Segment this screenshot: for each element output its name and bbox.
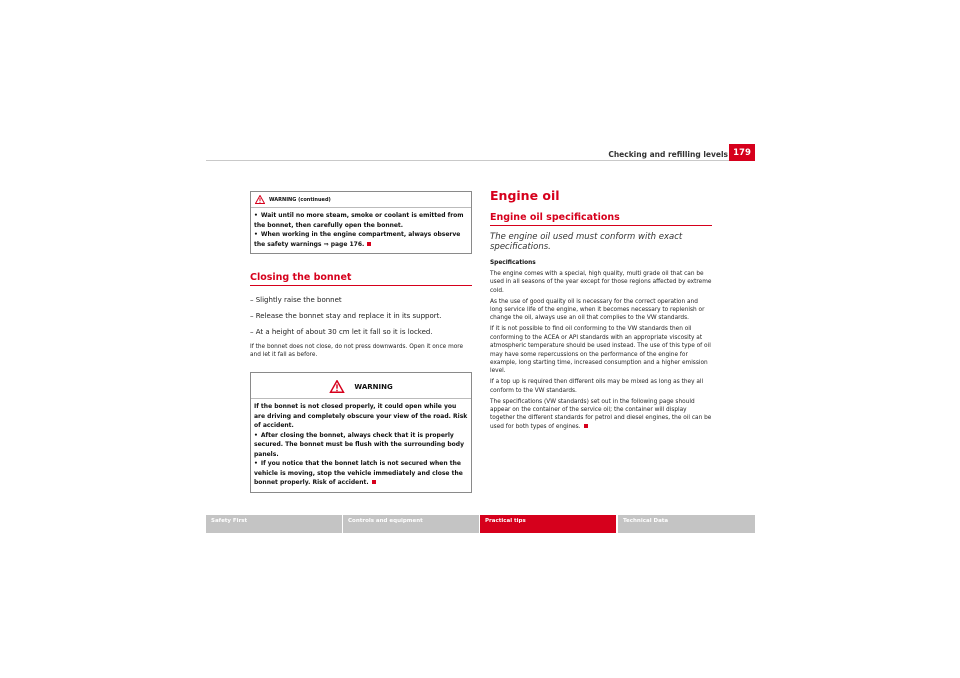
specifications-heading: Specifications (490, 260, 536, 266)
engine-oil-paragraph: If it is not possible to find oil conforming to the VW standards then oil conforming to the ACEA or API standards with an appropriate viscosity at atmospheric temperature should be used instead. The use of this type of oil may have some repercussions on the performance of the engine for example, long starting time, increased consumption and a higher emission level. (490, 326, 711, 375)
engine-oil-paragraph: If a top up is required then different oils may be mixed as long as they all conform to the VW standards. (490, 379, 704, 394)
engine-oil-paragraph: The specifications (VW standards) set out in the following page should appear on the container of the service oil; the container will display together the different standards for petrol and diesel engines, the oil can be used for both types of engines. (490, 398, 712, 430)
closing-step: – Slightly raise the bonnet (250, 296, 342, 304)
warning-continued-bullet: • When working in the engine compartment, always observe the safety warnings ⇒ page 176. (254, 231, 461, 248)
footer-tab-practical-tips[interactable]: Practical tips (480, 515, 616, 533)
footer-tab-controls-and-equipment[interactable]: Controls and equipment (343, 515, 479, 533)
closing-note: If the bonnet does not close, do not press downwards. Open it once more and let it fall as before. (250, 344, 464, 359)
closing-step: – At a height of about 30 cm let it fall so it is locked. (250, 328, 433, 336)
section-end-marker (584, 424, 588, 428)
chapter-title: Checking and refilling levels (608, 150, 728, 159)
engine-oil-specs-title: Engine oil specifications (490, 212, 620, 223)
warning-continued-bullet: • Wait until no more steam, smoke or coolant is emitted from the bonnet, then carefully open the bonnet. (254, 212, 464, 229)
engine-oil-intro: The engine oil used must conform with exact specifications. (490, 232, 683, 252)
warning-box (250, 372, 472, 493)
warning-continued-box (250, 191, 472, 254)
warning-triangle-icon (255, 195, 265, 204)
engine-oil-section (490, 188, 712, 434)
warning-triangle-icon (329, 380, 345, 393)
footer-tab-safety-first[interactable]: Safety First (206, 515, 342, 533)
engine-oil-paragraph: The engine comes with a special, high quality, multi grade oil that can be used in all seasons of the year except for those regions affected by extreme cold. (490, 270, 712, 294)
engine-oil-title: Engine oil (490, 188, 560, 203)
header-rule (206, 160, 755, 161)
warning-bullet: • After closing the bonnet, always check that it is properly secured. The bonnet must be flush with the surrounding body panels. (254, 431, 465, 458)
warning-lead: If the bonnet is not closed properly, it could open while you are driving and completely obscure your view of the road. Risk of accident. (254, 403, 468, 429)
warning-title: WARNING (354, 382, 393, 391)
closing-title: Closing the bonnet (250, 272, 352, 283)
page-number: 179 (729, 144, 755, 161)
section-end-marker (372, 480, 376, 484)
section-end-marker (367, 242, 371, 246)
warning-continued-title: WARNING (continued) (269, 196, 331, 203)
engine-oil-paragraph: As the use of good quality oil is necessary for the correct operation and long service life of the engine, when it becomes necessary to replenish or change the oil, always use an oil that complies to the VW standards. (490, 298, 705, 322)
closing-section (250, 272, 472, 360)
warning-bullet: • If you notice that the bonnet latch is not secured when the vehicle is moving, stop the vehicle immediately and close the bonnet properly. Risk of accident. (254, 460, 463, 486)
footer-tab-technical-data[interactable]: Technical Data (618, 515, 755, 533)
closing-step: – Release the bonnet stay and replace it in its support. (250, 312, 442, 320)
